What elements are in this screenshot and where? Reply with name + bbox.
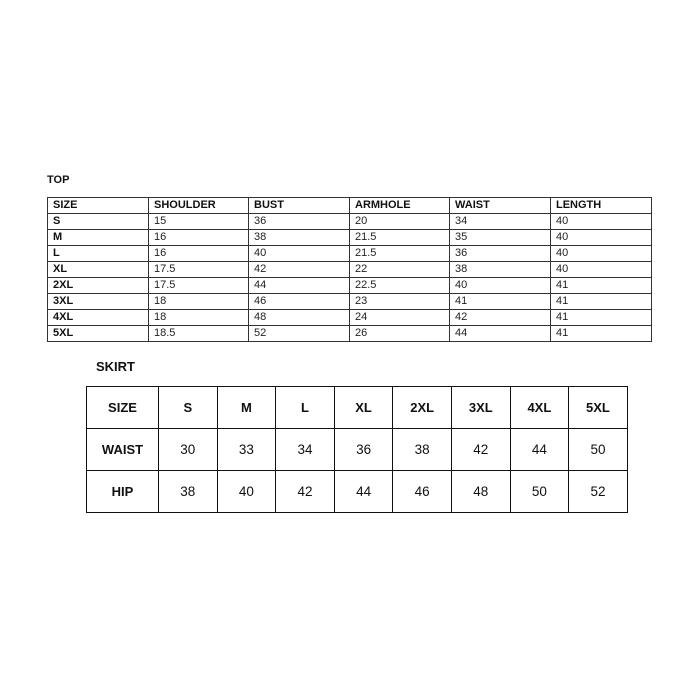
- size-label-cell: 4XL: [48, 310, 149, 326]
- table-row: [48, 310, 652, 326]
- table-row: [48, 294, 652, 310]
- measurement-cell: 40: [551, 246, 652, 262]
- top-header-cell: BUST: [249, 198, 350, 214]
- measurement-cell: 44: [450, 326, 551, 342]
- top-header-cell: SIZE: [48, 198, 149, 214]
- measurement-cell: 38: [393, 429, 452, 471]
- measurement-cell: 40: [551, 262, 652, 278]
- size-label-cell: L: [48, 246, 149, 262]
- measurement-cell: 48: [451, 471, 510, 513]
- skirt-header-cell: L: [276, 387, 335, 429]
- size-label-cell: 5XL: [48, 326, 149, 342]
- measurement-cell: 36: [249, 214, 350, 230]
- measurement-cell: 21.5: [350, 246, 450, 262]
- measurement-cell: 42: [249, 262, 350, 278]
- table-row: [48, 262, 652, 278]
- measurement-cell: 48: [249, 310, 350, 326]
- measurement-cell: 41: [450, 294, 551, 310]
- measurement-cell: 41: [551, 326, 652, 342]
- skirt-header-cell: XL: [334, 387, 393, 429]
- skirt-header-cell: 5XL: [569, 387, 628, 429]
- skirt-header-cell: M: [217, 387, 276, 429]
- top-size-table: [47, 197, 652, 342]
- measurement-label-cell: WAIST: [87, 429, 159, 471]
- measurement-cell: 24: [350, 310, 450, 326]
- measurement-cell: 33: [217, 429, 276, 471]
- measurement-cell: 17.5: [149, 262, 249, 278]
- measurement-cell: 17.5: [149, 278, 249, 294]
- skirt-header-cell: S: [159, 387, 218, 429]
- measurement-label-cell: HIP: [87, 471, 159, 513]
- measurement-cell: 38: [450, 262, 551, 278]
- top-header-cell: SHOULDER: [149, 198, 249, 214]
- measurement-cell: 35: [450, 230, 551, 246]
- top-header-cell: WAIST: [450, 198, 551, 214]
- measurement-cell: 34: [450, 214, 551, 230]
- measurement-cell: 40: [249, 246, 350, 262]
- measurement-cell: 42: [276, 471, 335, 513]
- top-section-title: TOP: [47, 174, 70, 186]
- measurement-cell: 50: [569, 429, 628, 471]
- measurement-cell: 21.5: [350, 230, 450, 246]
- table-row: [48, 246, 652, 262]
- table-row: [87, 429, 628, 471]
- skirt-section-title: SKIRT: [96, 359, 135, 374]
- measurement-cell: 20: [350, 214, 450, 230]
- measurement-cell: 22.5: [350, 278, 450, 294]
- measurement-cell: 30: [159, 429, 218, 471]
- measurement-cell: 52: [249, 326, 350, 342]
- measurement-cell: 42: [450, 310, 551, 326]
- measurement-cell: 44: [249, 278, 350, 294]
- measurement-cell: 34: [276, 429, 335, 471]
- measurement-cell: 44: [510, 429, 569, 471]
- size-label-cell: M: [48, 230, 149, 246]
- measurement-cell: 40: [217, 471, 276, 513]
- measurement-cell: 42: [451, 429, 510, 471]
- measurement-cell: 52: [569, 471, 628, 513]
- skirt-header-cell: 3XL: [451, 387, 510, 429]
- measurement-cell: 40: [551, 214, 652, 230]
- measurement-cell: 36: [334, 429, 393, 471]
- skirt-header-cell: SIZE: [87, 387, 159, 429]
- skirt-header-cell: 4XL: [510, 387, 569, 429]
- measurement-cell: 50: [510, 471, 569, 513]
- table-row: [87, 471, 628, 513]
- measurement-cell: 41: [551, 278, 652, 294]
- measurement-cell: 18.5: [149, 326, 249, 342]
- table-row: [48, 230, 652, 246]
- measurement-cell: 18: [149, 310, 249, 326]
- measurement-cell: 40: [551, 230, 652, 246]
- measurement-cell: 15: [149, 214, 249, 230]
- measurement-cell: 26: [350, 326, 450, 342]
- skirt-header-cell: 2XL: [393, 387, 452, 429]
- measurement-cell: 46: [393, 471, 452, 513]
- skirt-header-row: [87, 387, 628, 429]
- measurement-cell: 46: [249, 294, 350, 310]
- measurement-cell: 22: [350, 262, 450, 278]
- measurement-cell: 38: [249, 230, 350, 246]
- measurement-cell: 16: [149, 230, 249, 246]
- skirt-size-table: [86, 386, 628, 513]
- table-row: [48, 326, 652, 342]
- table-row: [48, 278, 652, 294]
- measurement-cell: 16: [149, 246, 249, 262]
- top-header-row: [48, 198, 652, 214]
- measurement-cell: 44: [334, 471, 393, 513]
- size-label-cell: 3XL: [48, 294, 149, 310]
- measurement-cell: 41: [551, 310, 652, 326]
- size-label-cell: XL: [48, 262, 149, 278]
- measurement-cell: 18: [149, 294, 249, 310]
- table-row: [48, 214, 652, 230]
- top-header-cell: ARMHOLE: [350, 198, 450, 214]
- measurement-cell: 40: [450, 278, 551, 294]
- size-label-cell: 2XL: [48, 278, 149, 294]
- measurement-cell: 36: [450, 246, 551, 262]
- measurement-cell: 41: [551, 294, 652, 310]
- top-header-cell: LENGTH: [551, 198, 652, 214]
- size-label-cell: S: [48, 214, 149, 230]
- measurement-cell: 38: [159, 471, 218, 513]
- measurement-cell: 23: [350, 294, 450, 310]
